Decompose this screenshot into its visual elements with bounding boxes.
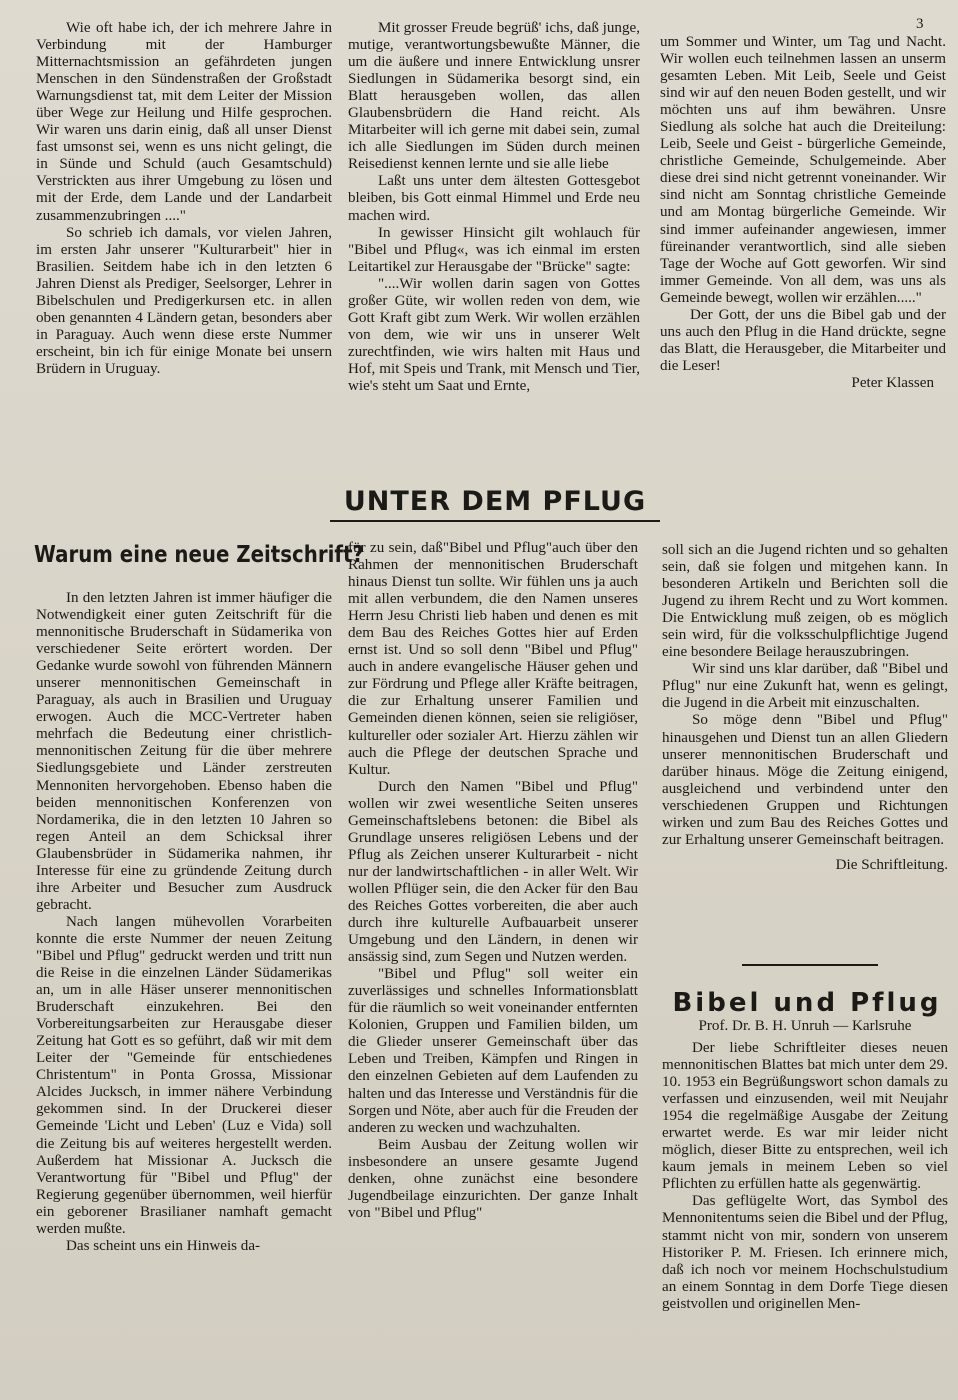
paragraph: "....Wir wollen darin sagen von Gottes großer Güte, wir wollen reden von dem, wie Gott Kraft gibt zum Werk. Wir wollen erzählen von dem, wie wir uns in unserer Welt zurechtfinden, wie wirs halten mit Haus und Hof, mit Speis und Trank, mit Mensch und Tier, wie's steht um Saat und Ernte, [348, 275, 640, 394]
article2-column [662, 1040, 948, 1390]
article-headline: Bibel und Pflug [672, 988, 942, 1018]
top-column-2 [348, 20, 640, 472]
paragraph: um Sommer und Winter, um Tag und Nacht. Wir wollen euch teilnehmen lassen an unserm gesamten Leben. Mit Leib, Seele und Geist sind wir auf den neuen Boden gestellt, und wir möchten uns auf ihm bewähren. Unsre Siedlung als solche hat auch die Dreiteilung: Leib, Seele und Geist - bürgerliche Gemeinde, christliche Gemeinde, Schulgemeinde. Aber diese drei sind nicht getrennt voneinander. Wir sind nicht am Sonntag christliche Gemeinde und am Montag bürgerliche Gemeinde. Wir sind immer aufeinander angewiesen, immer füreinander verantwortlich, sind alle sieben Tage der Woche auf Gott geworfen. Wir sind immer Gemeinde. Von all dem, was uns als Gemeinde bewegt, wollen wir erzählen....." [660, 34, 946, 306]
paragraph: So möge denn "Bibel und Pflug" hinausgehen und Dienst tun an allen Gliedern unserer mennonitischen Bruderschaft und darüber hinaus. Möge die Zeitung einigend, ausgleichend und verbindend unter den verschiedenen Gruppen und Richtungen wirken und zum Bau des Reiches Gottes und zur Erhaltung unserer Gemeinschaft beitragen. [662, 712, 948, 848]
byline: Prof. Dr. B. H. Unruh — Karlsruhe [698, 1018, 912, 1034]
paragraph: In den letzten Jahren ist immer häufiger die Notwendigkeit einer guten Zeitschrift für die mennonitische Bruderschaft in Südamerika von verschiedener Seite erörtert worden. Der Gedanke wurde sowohl von führenden Männern unserer mennonitischen Gemeinschaft in Paraguay, als auch in Brasilien und Uruguay erwogen. Auch die MCC-Vertreter haben mehrfach die Bedeutung einer christlich-mennonitischen Zeitung für die über mehrere Siedlungsgebiete und Länder zerstreuten Mennoniten hervorgehoben. Ebenso haben die beiden mennonitischen Konferenzen von Nordamerika, die in den letzten 10 Jahren so regen Anteil an dem Schicksal ihrer Glaubensbrüder in Südamerika nahmen, ihr Interesse für eine zu gründende Zeitung durch ihre Arbeiter und Besucher zum Ausdruck gebracht. [36, 590, 332, 913]
article1-column-1 [36, 590, 332, 1390]
top-column-3 [660, 34, 946, 474]
signature: Peter Klassen [851, 374, 934, 391]
article1-column-3 [662, 542, 948, 962]
section-banner: UNTER DEM PFLUG [330, 484, 660, 522]
paragraph: Der Gott, der uns die Bibel gab und der uns auch den Pflug in die Hand drückte, segne das Blatt, die Herausgeber, die Mitarbeiter und die Leser! [660, 306, 946, 374]
paragraph: Das geflügelte Wort, das Symbol des Mennonitentums seien die Bibel und der Pflug, stammt nicht von mir, sondern von unserem Historiker P. M. Friesen. Ich erinnere mich, daß ich noch vor meinem Hochschulstudium an einem Sonntag in dem Dorfe Tiege diesen geistvollen und originellen Men- [662, 1193, 948, 1312]
paragraph: für zu sein, daß"Bibel und Pflug"auch über den Rahmen der mennonitischen Bruderschaft hinaus Dienst tun sollte. Wir fühlen uns ja auch mit allen verbundem, die den Namen unseres Herrn Jesu Christi lieb haben und denen es mit dem Bau des Reiches Gottes hier auf Erden ernst ist. Und so soll denn "Bibel und Pflug" auch in andere evangelische Häuser gehen und zur Fördrung und Pflege aller Kräfte beitragen, die zur Erhaltung unserer Familien und Gemeinden dienen können, seien sie religiöser, kultureller oder sozialer Art. Hierzu zählen wir auch die Pflege der deutschen Sprache und Kultur. [348, 540, 638, 778]
article1-column-2 [348, 540, 638, 1390]
paragraph: Mit grosser Freude begrüß' ichs, daß junge, mutige, verantwortungsbewußte Männer, die um die äußere und innere Entwicklung unsrer Siedlungen in Südamerika besorgt sind, ein Blatt herausgeben wollen, das allen Glaubensbrüdern die Hand reicht. Als Mitarbeiter will ich gerne mit dabei sein, zumal ich alle Siedlungen im Süden durch meinen Reisedienst kennen lernte und sie alle liebe [348, 20, 640, 173]
paragraph: In gewisser Hinsicht gilt wohlauch für "Bibel und Pflug«, was ich einmal im ersten Leitartikel zur Herausgabe der "Brücke" sagte: [348, 224, 640, 275]
paragraph: Durch den Namen "Bibel und Pflug" wollen wir zwei wesentliche Seiten unseres Gemeinschaftslebens betonen: die Bibel als Grundlage unseres religiösen Lebens und der Pflug als Zeichen unserer Kulturarbeit - nicht nur der landwirtschaftlichen - in aller Welt. Wir wollen Pflüger sein, die den Acker für den Bau des Reiches Gottes vorbereiten, die aber auch durch ihre kulturelle Aufbauarbeit unserer Umgebung und den Ländern, in denen wir ansässig sind, zum Segen und Nutzen werden. [348, 778, 638, 966]
paragraph: Beim Ausbau der Zeitung wollen wir insbesondere an unsere gesamte Jugend denken, ohne zunächst eine besondere Jugendbeilage einzurichten. Der ganze Inhalt von "Bibel und Pflug" [348, 1136, 638, 1221]
paragraph: Der liebe Schriftleiter dieses neuen mennonitischen Blattes bat mich unter dem 29. 10. 1953 ein Begrüßungswort schon damals zu verfassen und einzusenden, weil mit Neujahr 1954 die regelmäßige Ausgabe der Zeitung erwartet werde. Es war mir leider nicht möglich, dieser Bitte zu entsprechen, weil ich kaum jemals in meinem Leben so viel Pflichten zu erfüllen hatte als gegenwärtig. [662, 1040, 948, 1193]
paragraph: So schrieb ich damals, vor vielen Jahren, im ersten Jahr unserer "Kulturarbeit" hier in Brasilien. Seitdem habe ich in den letzten 6 Jahren Dienst als Prediger, Seelsorger, Lehrer in Bibelschulen und Predigerkursen etc. in allen oben genannten 4 Ländern getan, besonders aber in Paraguay. Auch wenn diese erste Nummer erscheint, bin ich für einige Monate bei unsern Brüdern in Uruguay. [36, 224, 332, 377]
paragraph: soll sich an die Jugend richten und so gehalten sein, daß sie folgen und mitgehen kann. In besonderen Artikeln und Berichten soll die Jugend zu ihrem Recht und zu Wort kommen. Die Entwicklung muß zeigen, ob es möglich sein wird, für die volksschulpflichtige Jugend eine besondere Beilage herauszubringen. [662, 542, 948, 661]
top-column-1 [36, 20, 332, 472]
signature: Die Schriftleitung. [835, 856, 948, 873]
paragraph: Wie oft habe ich, der ich mehrere Jahre in Verbindung mit der Hamburger Mitternachtsmission an gefährdeten jungen Menschen in den Sündenstraßen der Großstadt Warnungsdienst tat, mit dem Leiter der Mission über Wege zur Heilung und Hilfe gesprochen. Wir waren uns darin einig, daß all unser Dienst fast umsonst sei, wenn es uns nicht gelingt, die in Sünde und Schuld (auch Gesamtschuld) Verstrickten aus ihrer Umgebung zu lösen und mit der Erde, dem Lande und der Landarbeit zusammenzubringen ...." [36, 20, 332, 224]
paragraph: Nach langen mühevollen Vorarbeiten konnte die erste Nummer der neuen Zeitung "Bibel und Pflug" gedruckt werden und tritt nun die Reise in die einzelnen Länder Südamerikas an, um in alle Häser unserer mennonitischen Bruderschaft einzukehren. Bei den Vorbereitungsarbeiten zur Herausgabe dieser Zeitung hat Gott es so geführt, daß wir mit dem Leiter der "Gemeinde für entschiedenes Christentum" in Ponta Grossa, Missionar Alcides Jucksch, in immer nähere Verbindung gekommen sind. In der Druckerei dieser Gemeinde 'Licht und Leben' (Luz e Vida) soll die Zeitung bis auf weiteres hergestellt werden. Außerdem hat Missionar A. Jucksch die Verantwortung für "Bibel und Pflug" der Regierung gegenüber übernommen, weil hierfür ein geborener Brasilianer namhaft gemacht werden mußte. [36, 913, 332, 1237]
paragraph: Das scheint uns ein Hinweis da- [66, 1237, 261, 1254]
page-number: 3 [916, 16, 924, 32]
paragraph: Laßt uns unter dem ältesten Gottesgebot bleiben, bis Gott einmal Himmel und Erde neu machen wird. [348, 173, 640, 224]
paragraph: Wir sind uns klar darüber, daß "Bibel und Pflug" nur eine Zukunft hat, wenn es gelingt, die Jugend in die Arbeit mit einzuschalten. [662, 661, 948, 712]
divider-rule [742, 964, 878, 966]
paragraph: "Bibel und Pflug" soll weiter ein zuverlässiges und schnelles Informationsblatt für die räumlich so weit voneinander entfernten Kolonien, Gruppen und Familien bilden, um die Glieder unserer Gemeinschaft über das Leben und Treiben, Kämpfen und Ringen in den einzelnen Gebieten auf dem Laufenden zu halten und das Interesse und Verständnis für die Sorgen und Nöte, aber auch für die Freuden der anderen zu wecken und wachzuhalten. [348, 966, 638, 1136]
article-headline: Warum eine neue Zeitschrift? [34, 542, 364, 568]
